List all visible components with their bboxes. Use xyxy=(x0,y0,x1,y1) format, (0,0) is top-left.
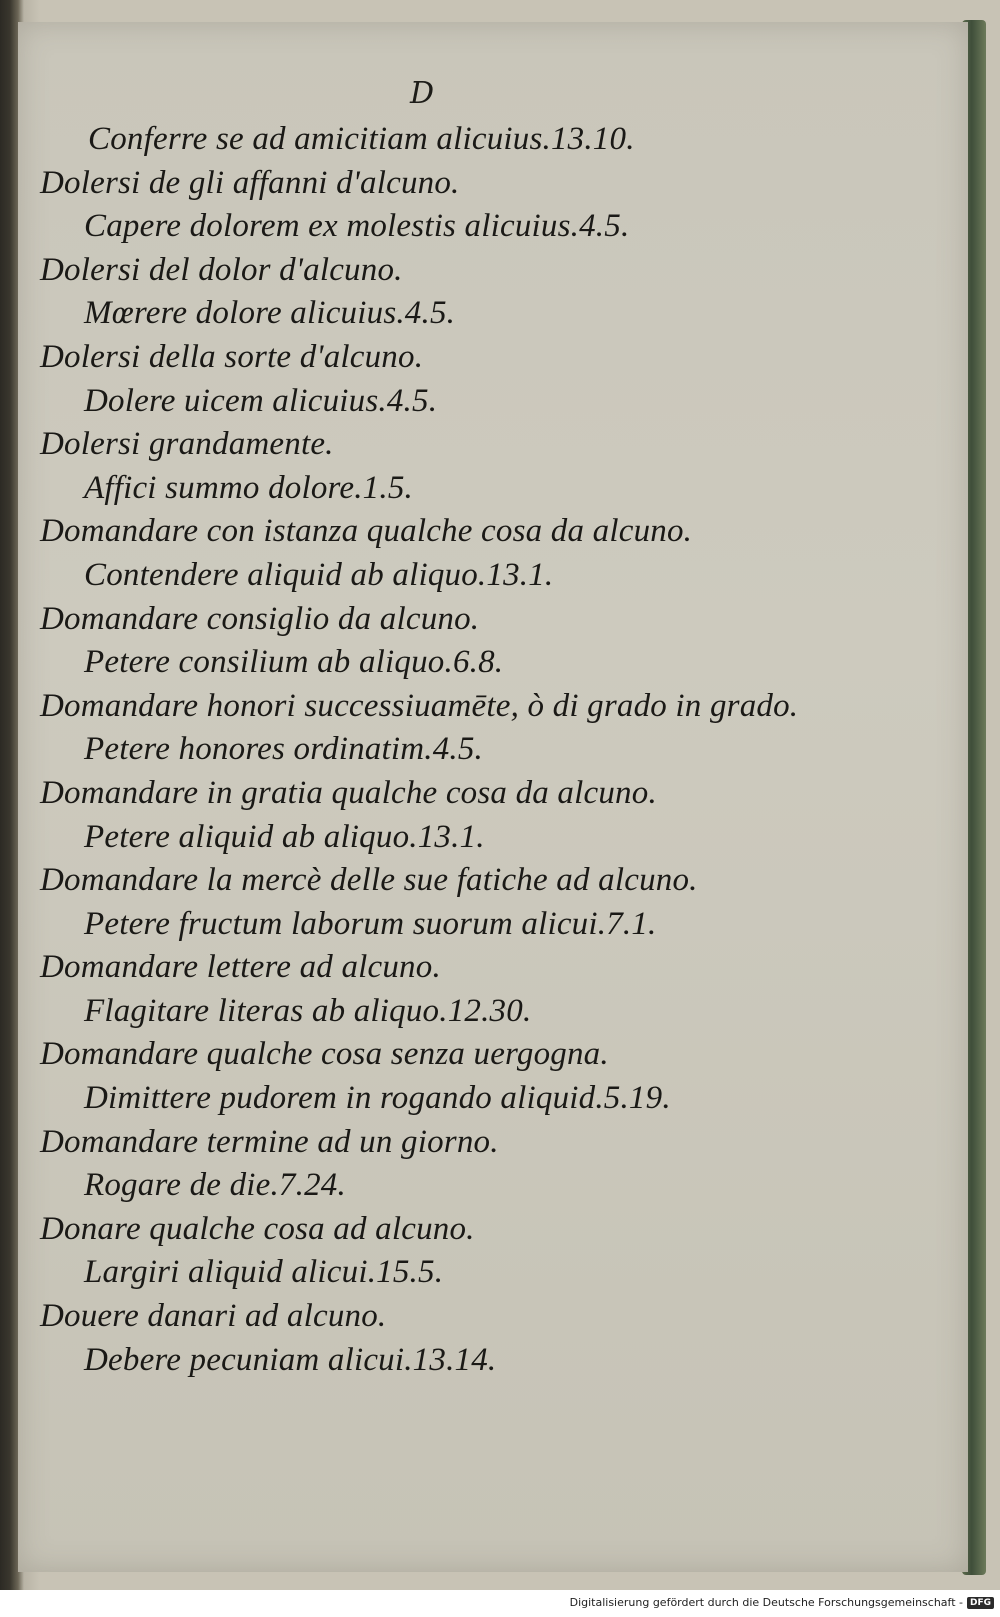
italian-phrase: Domandare in gratia qualche cosa da alcuno. xyxy=(40,774,657,811)
latin-translation: Largiri aliquid alicui.15.5. xyxy=(84,1254,444,1291)
page-letter: D xyxy=(410,76,435,111)
entry xyxy=(40,336,940,423)
italian-phrase: Domandare qualche cosa senza uergogna. xyxy=(40,1036,609,1073)
latin-translation: Petere aliquid ab aliquo.13.1. xyxy=(84,818,485,855)
latin-translation: Mœrere dolore alicuius.4.5. xyxy=(84,295,456,332)
entry xyxy=(40,946,940,1033)
entry xyxy=(40,1033,940,1120)
entry xyxy=(40,772,940,859)
entry xyxy=(40,598,940,685)
entry xyxy=(40,685,940,772)
entry xyxy=(40,1121,940,1208)
latin-translation: Flagitare literas ab aliquo.12.30. xyxy=(84,992,532,1029)
entry xyxy=(40,249,940,336)
latin-translation: Dolere uicem alicuius.4.5. xyxy=(84,382,438,419)
italian-phrase: Dolersi della sorte d'alcuno. xyxy=(40,338,424,375)
italian-phrase: Douere danari ad alcuno. xyxy=(40,1298,387,1335)
italian-phrase: Domandare con istanza qualche cosa da alcuno. xyxy=(40,513,693,550)
book-page xyxy=(18,22,968,1572)
italian-phrase: Domandare lettere ad alcuno. xyxy=(40,949,441,986)
italian-phrase: Donare qualche cosa ad alcuno. xyxy=(40,1210,475,1247)
latin-translation: Conferre se ad amicitiam alicuius.13.10. xyxy=(88,121,635,157)
italian-phrase: Dolersi de gli affanni d'alcuno. xyxy=(40,164,460,201)
italian-phrase: Domandare termine ad un giorno. xyxy=(40,1123,499,1160)
credit-text: Digitalisierung gefördert durch die Deutsche Forschungsgemeinschaft - xyxy=(569,1596,963,1609)
entry xyxy=(40,118,940,162)
latin-translation: Affici summo dolore.1.5. xyxy=(84,469,413,506)
entry-list xyxy=(40,118,940,1382)
latin-translation: Petere fructum laborum suorum alicui.7.1. xyxy=(84,905,657,942)
italian-phrase: Domandare la mercè delle sue fatiche ad alcuno. xyxy=(40,862,698,899)
digitization-credit xyxy=(570,1596,994,1609)
latin-translation: Petere consilium ab aliquo.6.8. xyxy=(84,644,504,681)
italian-phrase: Domandare honori successiuamēte, ò di grado in grado. xyxy=(40,687,799,724)
latin-translation: Capere dolorem ex molestis alicuius.4.5. xyxy=(84,208,630,245)
latin-translation: Rogare de die.7.24. xyxy=(84,1167,346,1204)
italian-phrase: Domandare consiglio da alcuno. xyxy=(40,600,480,637)
entry xyxy=(40,1295,940,1382)
latin-translation: Debere pecuniam alicui.13.14. xyxy=(84,1341,497,1378)
latin-translation: Contendere aliquid ab aliquo.13.1. xyxy=(84,556,554,593)
italian-phrase: Dolersi del dolor d'alcuno. xyxy=(40,251,403,288)
entry xyxy=(40,1208,940,1295)
entry xyxy=(40,510,940,597)
latin-translation: Petere honores ordinatim.4.5. xyxy=(84,731,483,768)
italian-phrase: Dolersi grandamente. xyxy=(40,426,334,463)
entry xyxy=(40,423,940,510)
latin-translation: Dimittere pudorem in rogando aliquid.5.19. xyxy=(84,1080,671,1117)
entry xyxy=(40,162,940,249)
entry xyxy=(40,859,940,946)
dfg-logo-icon: DFG xyxy=(967,1597,994,1609)
